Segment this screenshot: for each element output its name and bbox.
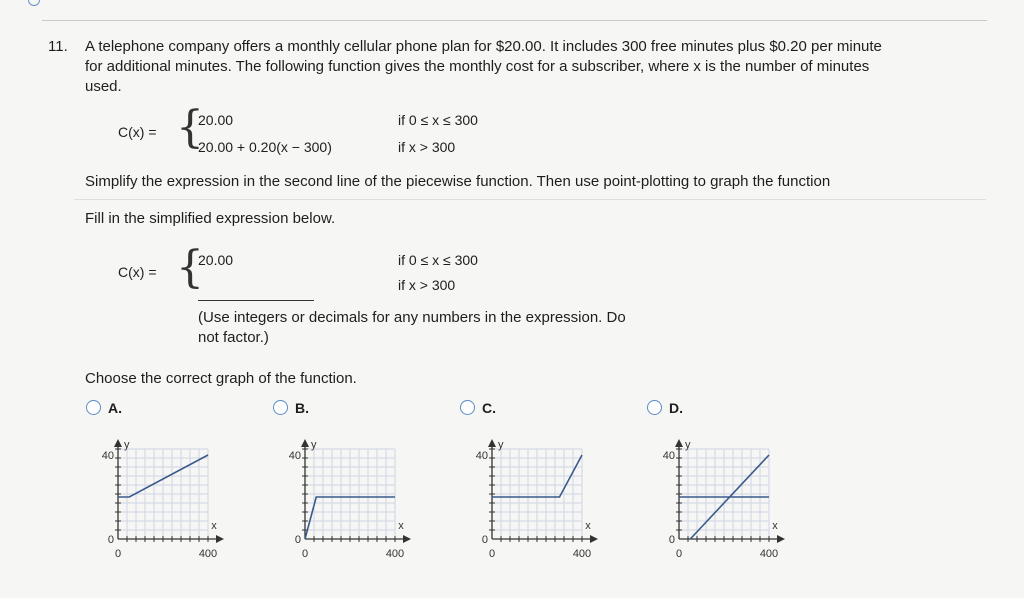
y-tick-label-0: 0: [481, 534, 488, 546]
y-axis-arrow: [675, 439, 683, 447]
option-b-label: B.: [295, 400, 309, 416]
radio-a[interactable]: [86, 400, 101, 415]
y-axis-arrow: [301, 439, 309, 447]
piece-2-condition: if x > 300: [398, 139, 456, 155]
graph-d[interactable]: [649, 428, 799, 568]
question-line-2: for additional minutes. The following function gives the monthly cost for a subscriber, where x is the number of minutes: [85, 58, 870, 75]
x-tick-label-0: 0: [488, 548, 496, 560]
y-tick-label-0: 0: [107, 534, 114, 546]
piece-2-expression: 20.00 + 0.20(x − 300): [198, 139, 332, 155]
answer-blank-underline: [198, 300, 314, 301]
y-axis-label: y: [498, 439, 504, 451]
previous-radio-fragment: [28, 0, 40, 6]
question-line-1: A telephone company offers a monthly cellular phone plan for $20.00. It includes 300 free minutes plus $0.20 per minute: [85, 38, 882, 55]
x-tick-label-400: 400: [385, 548, 405, 560]
piece-2-condition-2: if x > 300: [398, 277, 456, 293]
x-tick-label-400: 400: [198, 548, 218, 560]
y-tick-label-40: 40: [662, 450, 675, 462]
answer-input[interactable]: [198, 280, 314, 298]
function-lhs: C(x) =: [118, 124, 157, 140]
left-brace-2: {: [176, 242, 204, 293]
y-tick-label-40: 40: [288, 450, 301, 462]
top-divider: [42, 20, 987, 21]
x-axis-label: x: [398, 520, 404, 532]
hint-line-1: (Use integers or decimals for any numbers in the expression. Do: [198, 309, 626, 326]
x-axis-arrow: [590, 535, 598, 543]
y-tick-label-40: 40: [475, 450, 488, 462]
y-axis-label: y: [124, 439, 130, 451]
piece-1-expression-2: 20.00: [198, 252, 234, 268]
x-axis-arrow: [403, 535, 411, 543]
piece-1-condition-2: if 0 ≤ x ≤ 300: [398, 252, 478, 268]
x-tick-label-0: 0: [675, 548, 683, 560]
y-axis-label: y: [685, 439, 691, 451]
y-tick-label-0: 0: [668, 534, 675, 546]
question-number: 11.: [48, 38, 68, 55]
function-lhs-2: C(x) =: [118, 264, 157, 280]
graph-a[interactable]: [88, 428, 238, 568]
piece-1-condition: if 0 ≤ x ≤ 300: [398, 112, 478, 128]
x-tick-label-400: 400: [759, 548, 779, 560]
x-axis-label: x: [585, 520, 591, 532]
x-tick-label-0: 0: [301, 548, 309, 560]
fill-prompt: Fill in the simplified expression below.: [85, 210, 336, 227]
option-a-label: A.: [108, 400, 122, 416]
piece-1-expression: 20.00: [198, 112, 234, 128]
x-axis-label: x: [211, 520, 217, 532]
choose-prompt: Choose the correct graph of the function.: [85, 370, 357, 387]
x-axis-label: x: [772, 520, 778, 532]
y-axis-arrow: [488, 439, 496, 447]
x-tick-label-0: 0: [114, 548, 122, 560]
instruction-text: Simplify the expression in the second line of the piecewise function. Then use point-plotting to graph the function: [85, 173, 831, 190]
x-tick-label-400: 400: [572, 548, 592, 560]
question-line-3: used.: [85, 78, 122, 95]
section-divider: [74, 199, 986, 200]
y-tick-label-40: 40: [101, 450, 114, 462]
y-axis-label: y: [311, 439, 317, 451]
x-axis-arrow: [216, 535, 224, 543]
left-brace: {: [176, 102, 204, 153]
graph-c[interactable]: [462, 428, 612, 568]
option-c-label: C.: [482, 400, 496, 416]
graph-b[interactable]: [275, 428, 425, 568]
y-axis-arrow: [114, 439, 122, 447]
radio-d[interactable]: [647, 400, 662, 415]
option-d-label: D.: [669, 400, 683, 416]
x-axis-arrow: [777, 535, 785, 543]
hint-line-2: not factor.): [198, 329, 269, 346]
radio-c[interactable]: [460, 400, 475, 415]
radio-b[interactable]: [273, 400, 288, 415]
y-tick-label-0: 0: [294, 534, 301, 546]
